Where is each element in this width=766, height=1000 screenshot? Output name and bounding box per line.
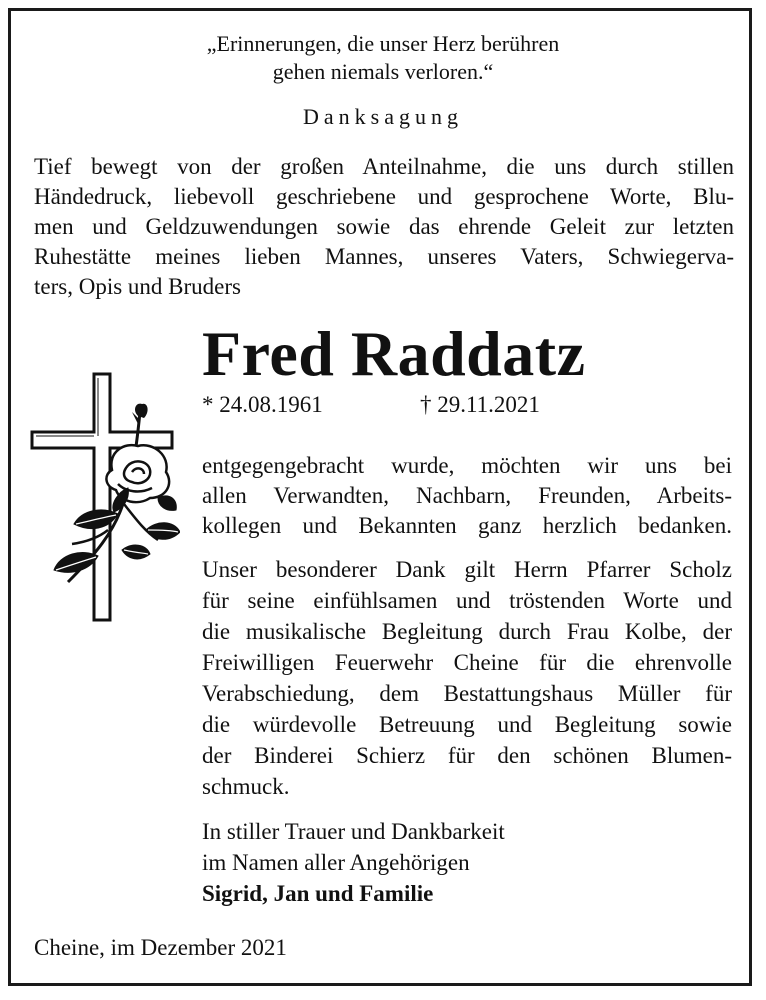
quote-line-2: gehen niemals verloren.“ xyxy=(272,59,494,84)
heading-danksagung: Danksagung xyxy=(303,104,463,129)
quote-line-1: „Erinnerungen, die unser Herz berühren xyxy=(206,31,560,56)
special-thanks-line: Verabschiedung, dem Bestattungshaus Müller für xyxy=(202,681,732,706)
thanks-line: allen Verwandten, Nachbarn, Freunden, Arbeits- xyxy=(202,483,732,508)
special-thanks-line: der Binderei Schierz für den schönen Blumen- xyxy=(202,743,732,768)
intro-line: ters, Opis und Bruders xyxy=(34,274,241,299)
birth-date: * 24.08.1961 xyxy=(202,392,323,417)
special-thanks-line: schmuck. xyxy=(202,774,290,799)
special-thanks-line: Unser besonderer Dank gilt Herrn Pfarrer Scholz xyxy=(202,557,732,582)
signers: Sigrid, Jan und Familie xyxy=(202,881,434,906)
special-thanks-line: für seine einfühlsamen und tröstenden Worte und xyxy=(202,588,732,613)
intro-line: Ruhestätte meines lieben Mannes, unseres Vaters, Schwiegerva- xyxy=(34,244,734,269)
closing-line-2: im Namen aller Angehörigen xyxy=(202,850,470,875)
intro-line: Tief bewegt von der großen Anteilnahme, die uns durch stillen xyxy=(34,154,734,179)
intro-line: men und Geldzuwendungen sowie das ehrende Geleit zur letzten xyxy=(34,214,734,239)
special-thanks-line: die musikalische Begleitung durch Frau Kolbe, der xyxy=(202,619,732,644)
thanks-line: entgegengebracht wurde, möchten wir uns bei xyxy=(202,453,732,478)
deceased-name: Fred Raddatz xyxy=(202,318,586,389)
closing-line-1: In stiller Trauer und Dankbarkeit xyxy=(202,819,505,844)
death-date: † 29.11.2021 xyxy=(420,392,540,417)
cross-with-rose-icon xyxy=(28,372,180,624)
special-thanks-line: die würdevolle Betreuung und Begleitung sowie xyxy=(202,712,732,737)
intro-line: Händedruck, liebevoll geschriebene und gesprochene Worte, Blu- xyxy=(34,184,734,209)
special-thanks-line: Freiwilligen Feuerwehr Cheine für die ehrenvolle xyxy=(202,650,732,675)
thanks-line: kollegen und Bekannten ganz herzlich bedanken. xyxy=(202,513,732,538)
place-and-date: Cheine, im Dezember 2021 xyxy=(34,935,287,960)
